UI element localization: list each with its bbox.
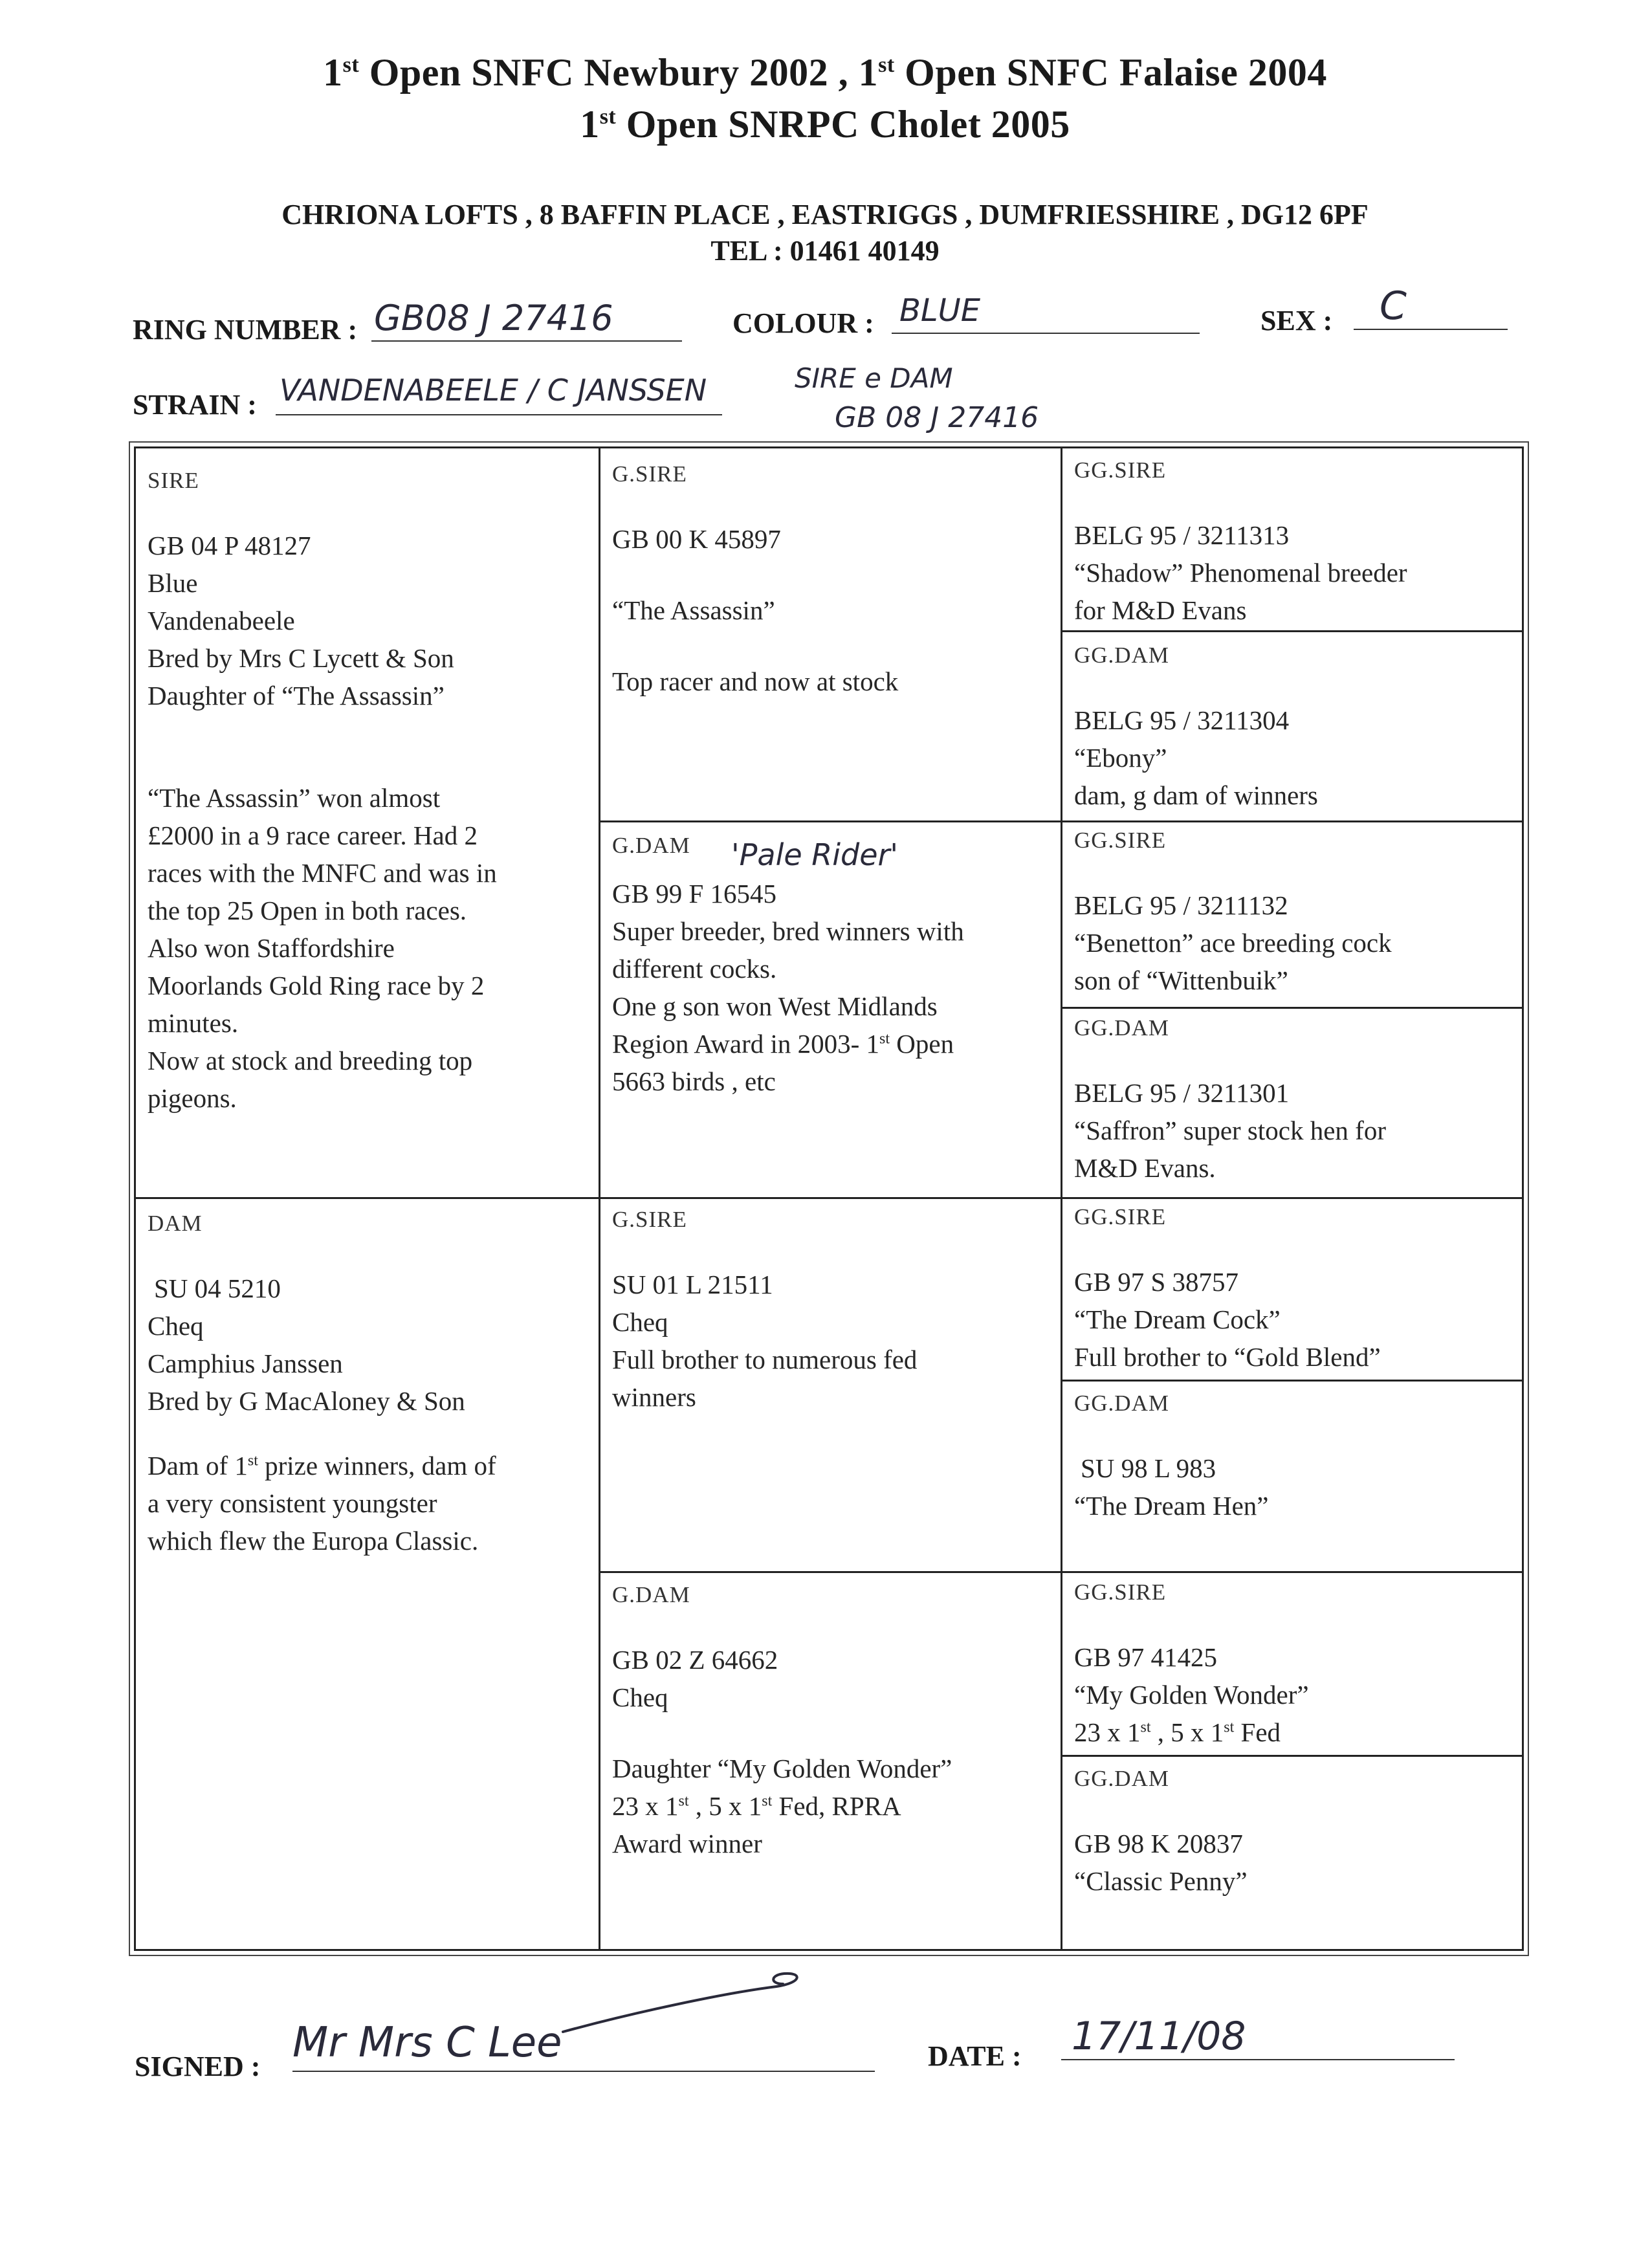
sire-note-line: Now at stock and breeding top (148, 1046, 473, 1075)
title-2-text: Open SNRPC Cholet 2005 (616, 103, 1070, 146)
dam-gdam-ggsire-cell (1074, 1574, 1514, 1751)
title-1a-num: 1 (323, 51, 343, 94)
sire-note-line: Also won Staffordshire (148, 933, 395, 963)
dam-gdam-header: G.DAM (612, 1582, 690, 1607)
dam-note-line (148, 1447, 588, 1484)
grid-divider-dam-half (599, 1571, 1524, 1573)
sire-gsire-cell (612, 456, 1052, 700)
dam-gdam-line2-sup2: st (762, 1792, 773, 1810)
sire-gsire-ggsire-line: for M&D Evans (1074, 595, 1247, 625)
title-1b-sup: st (878, 53, 895, 77)
sire-gdam-ring: GB 99 F 16545 (612, 879, 777, 908)
title-line-2 (0, 102, 1650, 147)
dam-gdam-colour: Cheq (612, 1682, 668, 1712)
sire-gdam-ggsire-cell (1074, 822, 1514, 999)
dam-gdam-line2c: Fed, RPRA (772, 1791, 901, 1821)
sire-gdam-ggdam-ring: BELG 95 / 3211301 (1074, 1078, 1290, 1108)
sire-strain: Vandenabeele (148, 606, 295, 635)
dam-gsire-line: Full brother to numerous fed (612, 1345, 918, 1374)
sire-gdam-line4a: Region Award in 2003- 1 (612, 1029, 880, 1059)
sire-gdam-ggdam-header: GG.DAM (1074, 1015, 1169, 1040)
sire-header: SIRE (148, 468, 199, 493)
dam-gsire-cell (612, 1201, 1052, 1416)
dam-gsire-ggsire-line: “The Dream Cock” (1074, 1305, 1281, 1334)
dam-gdam-ggsire-line2-sup2: st (1224, 1719, 1235, 1736)
sire-gsire-ggsire-line: “Shadow” Phenomenal breeder (1074, 558, 1407, 588)
title-1a-text: Open SNFC Newbury 2002 , (359, 51, 859, 94)
dam-gsire-header: G.SIRE (612, 1207, 687, 1232)
sire-gsire-name: “The Assassin” (612, 595, 775, 625)
sire-gdam-line: different cocks. (612, 954, 777, 984)
dam-ring: SU 04 5210 (154, 1273, 281, 1303)
dam-note-line: a very consistent youngster (148, 1488, 437, 1518)
sire-gdam-line: One g son won West Midlands (612, 991, 938, 1021)
dam-gsire-ggsire-line: Full brother to “Gold Blend” (1074, 1342, 1381, 1372)
dam-gdam-line: Award winner (612, 1829, 762, 1858)
sex-underline (1354, 329, 1508, 330)
dam-gsire-ring: SU 01 L 21511 (612, 1270, 773, 1299)
sire-gdam-line (612, 1025, 1055, 1062)
dam-gdam-ring: GB 02 Z 64662 (612, 1645, 778, 1675)
dam-gdam-ggdam-line: “Classic Penny” (1074, 1866, 1248, 1896)
ring-number-underline (371, 340, 682, 342)
sire-breeder: Bred by Mrs C Lycett & Son (148, 643, 454, 673)
dam-gsire-ggdam-ring: SU 98 L 983 (1081, 1453, 1216, 1483)
title-1b-num: 1 (858, 51, 879, 94)
sire-gdam-ggsire-line: son of “Wittenbuik” (1074, 965, 1288, 995)
dam-gdam-ggsire-line2-sup1: st (1140, 1719, 1151, 1736)
strain-underline (276, 414, 722, 415)
dam-gdam-ggsire-header: GG.SIRE (1074, 1580, 1167, 1605)
dam-gdam-ggdam-cell (1074, 1760, 1514, 1900)
colour-label: COLOUR : (732, 307, 874, 339)
signed-label: SIGNED : (135, 2051, 261, 2082)
dam-gdam-line (612, 1787, 1055, 1825)
sire-gsire-ggdam-line: dam, g dam of winners (1074, 780, 1318, 810)
signature-flourish-icon (556, 1967, 815, 2045)
strain-value: VANDENABEELE / C JANSSEN (280, 373, 707, 408)
sire-note-line: “The Assassin” won almost (148, 783, 441, 813)
dam-gdam-ggdam-ring: GB 98 K 20837 (1074, 1829, 1243, 1858)
ring-number-label: RING NUMBER : (133, 314, 358, 346)
dam-gdam-line2a: 23 x 1 (612, 1791, 679, 1821)
grid-divider-q3 (1061, 1380, 1524, 1382)
dam-gdam-ggdam-header: GG.DAM (1074, 1766, 1169, 1791)
loft-address: CHRIONA LOFTS , 8 BAFFIN PLACE , EASTRIGGS , DUMFRIESSHIRE , DG12 6PF (281, 199, 1369, 230)
dam-gsire-line: winners (612, 1382, 696, 1412)
dam-gsire-ggdam-header: GG.DAM (1074, 1391, 1169, 1416)
sire-gsire-ggdam-header: GG.DAM (1074, 643, 1169, 668)
sire-colour: Blue (148, 568, 198, 598)
sire-note-line: pigeons. (148, 1083, 237, 1113)
dam-gdam-ggsire-line2c: Fed (1234, 1717, 1281, 1747)
sire-cell (148, 462, 588, 1117)
signature: Mr Mrs C Lee (292, 2019, 562, 2067)
sire-gdam-line4-sup: st (879, 1030, 890, 1048)
dam-gdam-line: Daughter “My Golden Wonder” (612, 1754, 952, 1783)
dam-note1a: Dam of 1 (148, 1451, 248, 1481)
sire-gsire-ggdam-line: “Ebony” (1074, 743, 1167, 773)
sire-note-line: £2000 in a 9 race career. Had 2 (148, 820, 478, 850)
sire-gsire-ggdam-cell (1074, 637, 1514, 814)
dam-gdam-ggsire-line2b: , 5 x 1 (1150, 1717, 1224, 1747)
title-1b-text: Open SNFC Falaise 2004 (894, 51, 1327, 94)
colour-underline (892, 333, 1200, 334)
sire-note-line: races with the MNFC and was in (148, 858, 497, 888)
date-underline (1061, 2059, 1455, 2060)
annotation-ring-number: GB 08 J 27416 (835, 401, 1039, 434)
dam-gsire-colour: Cheq (612, 1307, 668, 1337)
signature-underline (292, 2071, 875, 2072)
grid-divider-q4 (1061, 1755, 1524, 1757)
dam-gsire-ggsire-ring: GB 97 S 38757 (1074, 1267, 1239, 1297)
dam-note1b: prize winners, dam of (258, 1451, 496, 1481)
title-2-num: 1 (580, 103, 600, 146)
dam-strain: Camphius Janssen (148, 1349, 343, 1378)
dam-breeder: Bred by G MacAloney & Son (148, 1386, 465, 1416)
sire-gdam-ggsire-ring: BELG 95 / 3211132 (1074, 890, 1288, 920)
sire-note-line: the top 25 Open in both races. (148, 896, 467, 925)
ring-number-value: GB08 J 27416 (374, 298, 613, 338)
colour-value: BLUE (899, 292, 981, 329)
sire-gdam-ggdam-cell (1074, 1009, 1514, 1187)
sire-gsire-ring: GB 00 K 45897 (612, 524, 781, 554)
dam-note-line: which flew the Europa Classic. (148, 1526, 479, 1556)
dam-gdam-ggsire-line (1074, 1713, 1514, 1751)
sex-label: SEX : (1260, 305, 1333, 336)
sire-note-line: Moorlands Gold Ring race by 2 (148, 971, 485, 1000)
dam-gsire-ggdam-line: “The Dream Hen” (1074, 1491, 1269, 1521)
dam-gsire-ggsire-header: GG.SIRE (1074, 1204, 1167, 1229)
sire-ring: GB 04 P 48127 (148, 531, 311, 560)
dam-header: DAM (148, 1211, 203, 1236)
dam-gdam-ggsire-ring: GB 97 41425 (1074, 1642, 1217, 1672)
dam-gsire-ggsire-cell (1074, 1198, 1514, 1376)
dam-note1-sup: st (247, 1452, 258, 1470)
sire-parentage: Daughter of “The Assassin” (148, 681, 445, 710)
sire-gsire-desc: Top racer and now at stock (612, 666, 899, 696)
title-line-1 (0, 50, 1650, 95)
sire-gdam-ggdam-line: M&D Evans. (1074, 1153, 1216, 1183)
dam-colour: Cheq (148, 1311, 204, 1341)
sire-gsire-ggsire-cell (1074, 452, 1514, 629)
dam-cell (148, 1205, 588, 1559)
sex-value: C (1380, 283, 1407, 329)
sire-gsire-header: G.SIRE (612, 461, 687, 487)
sire-gdam-line4b: Open (890, 1029, 954, 1059)
dam-gdam-cell (612, 1576, 1055, 1862)
sire-note-line: minutes. (148, 1008, 239, 1038)
sire-gdam-line: 5663 birds , etc (612, 1066, 776, 1096)
sire-gsire-ggsire-header: GG.SIRE (1074, 457, 1167, 483)
sire-gdam-ggsire-header: GG.SIRE (1074, 828, 1167, 853)
sire-gdam-ggsire-line: “Benetton” ace breeding cock (1074, 928, 1392, 958)
dam-gdam-line2b: , 5 x 1 (688, 1791, 762, 1821)
sire-gdam-header: G.DAM (612, 833, 690, 858)
sire-gdam-handwritten-name: 'Pale Rider' (731, 837, 899, 872)
sire-gdam-ggdam-line: “Saffron” super stock hen for (1074, 1116, 1386, 1145)
loft-telephone: TEL : 01461 40149 (710, 235, 940, 267)
sire-gsire-ggdam-ring: BELG 95 / 3211304 (1074, 705, 1290, 735)
annotation-sire-dam: SIRE e DAM (795, 362, 953, 394)
grid-divider-q1 (1061, 630, 1524, 632)
grid-divider-q2 (1061, 1007, 1524, 1009)
dam-gdam-ggsire-line: “My Golden Wonder” (1074, 1680, 1309, 1710)
dam-gdam-line2-sup1: st (678, 1792, 689, 1810)
strain-label: STRAIN : (133, 389, 257, 421)
date-label: DATE : (928, 2040, 1022, 2072)
title-1a-sup: st (342, 53, 360, 77)
sire-gsire-ggsire-ring: BELG 95 / 3211313 (1074, 520, 1290, 550)
date-value: 17/11/08 (1072, 2014, 1246, 2059)
dam-gsire-ggdam-cell (1074, 1385, 1514, 1525)
title-2-sup: st (599, 105, 617, 129)
dam-gdam-ggsire-line2a: 23 x 1 (1074, 1717, 1141, 1747)
sire-gdam-line: Super breeder, bred winners with (612, 916, 964, 946)
